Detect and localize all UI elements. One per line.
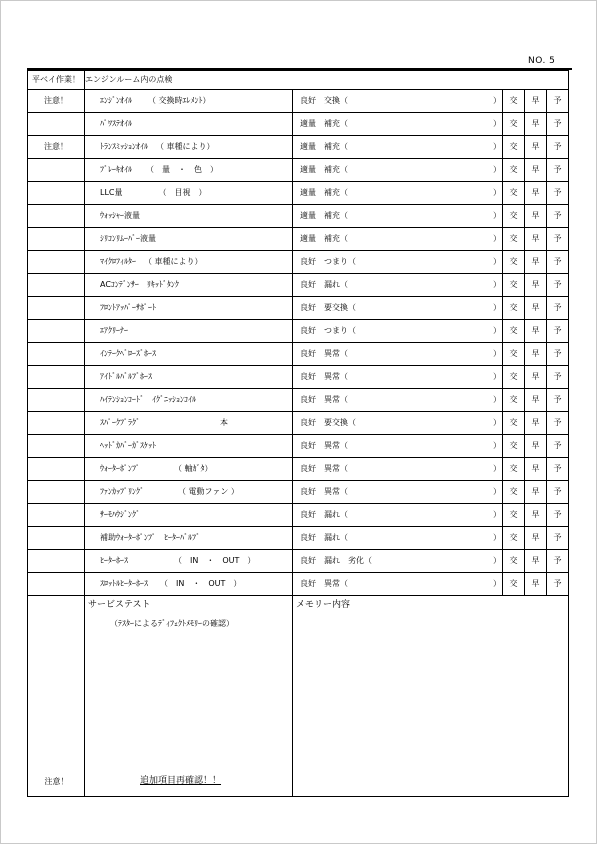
item-cell	[85, 573, 293, 596]
check-status: 良好 異常（	[300, 395, 348, 404]
table-row	[28, 366, 569, 389]
check-cell	[293, 343, 503, 366]
check-close: ）	[493, 372, 501, 381]
recheck-note: 追加項目再確認！！	[140, 776, 222, 786]
reserve-box[interactable]: 予	[547, 320, 569, 343]
exchange-box[interactable]: 交	[503, 251, 525, 274]
caution-note	[28, 435, 85, 458]
early-box[interactable]: 早	[525, 159, 547, 182]
caution-note	[28, 251, 85, 274]
item-name: ﾄﾗﾝｽﾐｯｼｮﾝｵｲﾙ	[100, 142, 148, 151]
table-row	[28, 182, 569, 205]
check-close: ）	[493, 510, 501, 519]
table-row	[28, 90, 569, 113]
check-cell	[293, 389, 503, 412]
item-cell	[85, 159, 293, 182]
caution-note	[28, 389, 85, 412]
item-name: ｼﾘｺﾝﾘﾑｰﾊﾞｰ液量	[100, 234, 156, 243]
check-cell	[293, 205, 503, 228]
exchange-box[interactable]: 交	[503, 159, 525, 182]
early-box[interactable]: 早	[525, 320, 547, 343]
table-row	[28, 504, 569, 527]
reserve-box[interactable]: 予	[547, 550, 569, 573]
item-spec: （ 電動ファン ）	[178, 487, 239, 496]
item-name: ｳｫｰﾀｰﾎﾟﾝﾌﾟ	[100, 464, 140, 473]
table-row	[28, 389, 569, 412]
check-status: 良好 漏れ（	[300, 533, 348, 542]
check-status: 良好 異常（	[300, 441, 348, 450]
reserve-box[interactable]: 予	[547, 527, 569, 550]
table-row	[28, 550, 569, 573]
check-status: 良好 漏れ（	[300, 280, 348, 289]
service-test-title: サービステスト	[88, 600, 151, 610]
check-close: ）	[493, 188, 501, 197]
item-name: ｳｫｯｼｬｰ液量	[100, 211, 140, 220]
exchange-box[interactable]: 交	[503, 113, 525, 136]
reserve-box[interactable]: 予	[547, 159, 569, 182]
caution-note	[28, 366, 85, 389]
exchange-box[interactable]: 交	[503, 343, 525, 366]
check-status: 良好 つまり（	[300, 257, 356, 266]
reserve-box[interactable]: 予	[547, 274, 569, 297]
early-box[interactable]: 早	[525, 228, 547, 251]
check-cell	[293, 412, 503, 435]
check-status: 適量 補充（	[300, 142, 348, 151]
reserve-box[interactable]: 予	[547, 481, 569, 504]
reserve-box[interactable]: 予	[547, 136, 569, 159]
early-box[interactable]: 早	[525, 573, 547, 596]
caution-note	[28, 274, 85, 297]
check-cell	[293, 251, 503, 274]
check-close: ）	[493, 96, 501, 105]
item-name: ACｺﾝﾃﾞﾝｻｰ ﾘｷｯﾄﾞﾀﾝｸ	[100, 280, 179, 289]
check-cell	[293, 159, 503, 182]
check-cell	[293, 297, 503, 320]
table-row	[28, 412, 569, 435]
early-box[interactable]: 早	[525, 504, 547, 527]
check-close: ）	[493, 441, 501, 450]
check-status: 良好 漏れ（	[300, 510, 348, 519]
table-row	[28, 228, 569, 251]
caution-note	[28, 550, 85, 573]
check-status: 良好 要交換（	[300, 418, 356, 427]
caution-note	[28, 228, 85, 251]
exchange-box[interactable]: 交	[503, 297, 525, 320]
item-cell	[85, 136, 293, 159]
exchange-box[interactable]: 交	[503, 573, 525, 596]
exchange-box[interactable]: 交	[503, 527, 525, 550]
check-cell	[293, 435, 503, 458]
reserve-box[interactable]: 予	[547, 182, 569, 205]
page-number: NO. 5	[528, 56, 556, 66]
early-box[interactable]: 早	[525, 458, 547, 481]
item-name: ｽﾊﾟｰｸﾌﾟﾗｸﾞ	[100, 418, 140, 427]
check-cell	[293, 182, 503, 205]
exchange-box[interactable]: 交	[503, 412, 525, 435]
table-row	[28, 113, 569, 136]
item-spec: （ 車種により）	[144, 257, 203, 266]
check-cell	[293, 481, 503, 504]
reserve-box[interactable]: 予	[547, 251, 569, 274]
check-close: ）	[493, 257, 501, 266]
early-box[interactable]: 早	[525, 297, 547, 320]
item-cell	[85, 435, 293, 458]
early-box[interactable]: 早	[525, 527, 547, 550]
service-test-cell	[85, 596, 293, 797]
reserve-box[interactable]: 予	[547, 113, 569, 136]
item-cell	[85, 182, 293, 205]
caution-note	[28, 504, 85, 527]
item-spec: 本	[220, 418, 228, 427]
item-name: ﾍｯﾄﾞｶﾊﾞｰｶﾞｽｹｯﾄ	[100, 441, 156, 450]
reserve-box[interactable]: 予	[547, 389, 569, 412]
item-spec: （ 交換時ｴﾚﾒﾝﾄ）	[148, 96, 211, 105]
check-status: 良好 異常（	[300, 464, 348, 473]
item-cell	[85, 205, 293, 228]
check-status: 適量 補充（	[300, 188, 348, 197]
check-cell	[293, 90, 503, 113]
item-cell	[85, 90, 293, 113]
table-row	[28, 573, 569, 596]
item-cell	[85, 550, 293, 573]
check-cell	[293, 573, 503, 596]
item-spec: （ 車種により）	[156, 142, 215, 151]
caution-note	[28, 412, 85, 435]
item-name: ﾌﾞﾚｰｷｵｲﾙ	[100, 165, 132, 174]
check-close: ）	[493, 119, 501, 128]
item-name: ﾋｰﾀｰﾎｰｽ	[100, 556, 128, 565]
check-close: ）	[493, 418, 501, 427]
check-status: 良好 異常（	[300, 372, 348, 381]
check-close: ）	[493, 142, 501, 151]
check-close: ）	[493, 579, 501, 588]
reserve-box[interactable]: 予	[547, 412, 569, 435]
exchange-box[interactable]: 交	[503, 228, 525, 251]
item-cell	[85, 320, 293, 343]
check-close: ）	[493, 165, 501, 174]
item-name: ｴﾝｼﾞﾝｵｲﾙ	[100, 96, 132, 105]
table-row	[28, 205, 569, 228]
table-row	[28, 481, 569, 504]
item-cell	[85, 228, 293, 251]
service-test-subtitle: （ﾃｽﾀｰによるﾃﾞｨﾌｪｸﾄﾒﾓﾘｰの確認）	[110, 619, 234, 628]
caution-note	[28, 159, 85, 182]
memory-cell	[293, 596, 569, 797]
work-label: 平ベイ作業！	[28, 71, 85, 90]
check-close: ）	[493, 533, 501, 542]
exchange-box[interactable]: 交	[503, 481, 525, 504]
early-box[interactable]: 早	[525, 113, 547, 136]
item-name: ﾌｧﾝｶｯﾌﾟﾘﾝｸﾞ	[100, 487, 144, 496]
check-close: ）	[493, 326, 501, 335]
early-box[interactable]: 早	[525, 435, 547, 458]
exchange-box[interactable]: 交	[503, 458, 525, 481]
check-status: 良好 漏れ 劣化（	[300, 556, 372, 565]
reserve-box[interactable]: 予	[547, 435, 569, 458]
check-close: ）	[493, 487, 501, 496]
check-cell	[293, 504, 503, 527]
check-status: 良好 交換（	[300, 96, 348, 105]
exchange-box[interactable]: 交	[503, 366, 525, 389]
check-status: 良好 つまり（	[300, 326, 356, 335]
item-name: 補助ｳｫｰﾀｰﾎﾟﾝﾌﾟ ﾋｰﾀｰﾊﾞﾙﾌﾞ	[100, 533, 200, 542]
section-title: エンジンルーム内の点検	[85, 71, 569, 90]
exchange-box[interactable]: 交	[503, 550, 525, 573]
item-name: ﾊﾟﾜｽﾃｵｲﾙ	[100, 119, 132, 128]
item-spec: （ 量 ・ 色 ）	[146, 165, 218, 174]
reserve-box[interactable]: 予	[547, 573, 569, 596]
item-cell	[85, 297, 293, 320]
item-name: ｽﾛｯﾄﾙﾋｰﾀｰﾎｰｽ	[100, 579, 148, 588]
early-box[interactable]: 早	[525, 90, 547, 113]
caution-note	[28, 320, 85, 343]
item-name: ﾏｲｸﾛﾌｨﾙﾀｰ	[100, 257, 136, 266]
table-row	[28, 251, 569, 274]
check-cell	[293, 458, 503, 481]
check-close: ）	[493, 556, 501, 565]
check-status: 良好 異常（	[300, 487, 348, 496]
caution-note: 注意！	[28, 136, 85, 159]
item-cell	[85, 527, 293, 550]
exchange-box[interactable]: 交	[503, 136, 525, 159]
item-cell	[85, 458, 293, 481]
check-close: ）	[493, 234, 501, 243]
early-box[interactable]: 早	[525, 136, 547, 159]
item-spec: （ 目視 ）	[158, 188, 207, 197]
early-box[interactable]: 早	[525, 251, 547, 274]
caution-note	[28, 297, 85, 320]
item-name: ｲﾝﾃｰｸﾍﾞﾛｰｽﾞﾎｰｽ	[100, 349, 156, 358]
reserve-box[interactable]: 予	[547, 458, 569, 481]
header-row	[28, 71, 569, 90]
early-box[interactable]: 早	[525, 389, 547, 412]
reserve-box[interactable]: 予	[547, 90, 569, 113]
exchange-box[interactable]: 交	[503, 90, 525, 113]
item-spec: （ IN ・ OUT ）	[160, 579, 242, 588]
caution-note	[28, 113, 85, 136]
exchange-box[interactable]: 交	[503, 435, 525, 458]
check-cell	[293, 136, 503, 159]
check-close: ）	[493, 349, 501, 358]
item-cell	[85, 251, 293, 274]
reserve-box[interactable]: 予	[547, 228, 569, 251]
item-cell	[85, 366, 293, 389]
memory-title: メモリー内容	[296, 600, 351, 610]
item-name: ｴｱｸﾘｰﾅｰ	[100, 326, 128, 335]
caution-note	[28, 182, 85, 205]
item-cell	[85, 113, 293, 136]
table-row	[28, 297, 569, 320]
early-box[interactable]: 早	[525, 412, 547, 435]
table-row	[28, 320, 569, 343]
item-spec: （ IN ・ OUT ）	[174, 556, 256, 565]
check-status: 適量 補充（	[300, 119, 348, 128]
item-name: ﾌﾛﾝﾄｱｯﾊﾟｰｻﾎﾟｰﾄ	[100, 303, 156, 312]
item-name: LLC量	[100, 188, 123, 197]
footer-row	[28, 596, 569, 797]
table-row	[28, 136, 569, 159]
caution-note	[28, 573, 85, 596]
caution-note: 注意！	[28, 90, 85, 113]
item-name: ｱｲﾄﾞﾙﾊﾞﾙﾌﾞﾎｰｽ	[100, 372, 152, 381]
early-box[interactable]: 早	[525, 550, 547, 573]
check-cell	[293, 366, 503, 389]
check-close: ）	[493, 280, 501, 289]
early-box[interactable]: 早	[525, 366, 547, 389]
table-row	[28, 274, 569, 297]
check-status: 良好 異常（	[300, 579, 348, 588]
exchange-box[interactable]: 交	[503, 320, 525, 343]
early-box[interactable]: 早	[525, 274, 547, 297]
check-status: 良好 要交換（	[300, 303, 356, 312]
footer-note: 注意！	[44, 777, 69, 786]
reserve-box[interactable]: 予	[547, 205, 569, 228]
check-cell	[293, 320, 503, 343]
early-box[interactable]: 早	[525, 205, 547, 228]
caution-note	[28, 343, 85, 366]
inspection-table	[27, 70, 569, 797]
item-cell	[85, 343, 293, 366]
check-status: 適量 補充（	[300, 211, 348, 220]
check-close: ）	[493, 303, 501, 312]
item-cell	[85, 481, 293, 504]
caution-note	[28, 458, 85, 481]
exchange-box[interactable]: 交	[503, 504, 525, 527]
table-row	[28, 527, 569, 550]
table-row	[28, 343, 569, 366]
caution-note	[28, 527, 85, 550]
check-cell	[293, 228, 503, 251]
check-cell	[293, 113, 503, 136]
item-cell	[85, 504, 293, 527]
check-cell	[293, 527, 503, 550]
exchange-box[interactable]: 交	[503, 182, 525, 205]
exchange-box[interactable]: 交	[503, 274, 525, 297]
check-status: 適量 補充（	[300, 165, 348, 174]
check-close: ）	[493, 464, 501, 473]
table-row	[28, 435, 569, 458]
reserve-box[interactable]: 予	[547, 343, 569, 366]
early-box[interactable]: 早	[525, 182, 547, 205]
check-cell	[293, 274, 503, 297]
item-cell	[85, 274, 293, 297]
early-box[interactable]: 早	[525, 481, 547, 504]
item-cell	[85, 389, 293, 412]
caution-note	[28, 205, 85, 228]
check-status: 良好 異常（	[300, 349, 348, 358]
table-row	[28, 458, 569, 481]
table-row	[28, 159, 569, 182]
check-cell	[293, 550, 503, 573]
item-name: ﾊｲﾃﾝｼｮﾝｺｰﾄﾞ ｲｸﾞﾆｯｼｮﾝｺｲﾙ	[100, 395, 196, 404]
reserve-box[interactable]: 予	[547, 366, 569, 389]
check-status: 適量 補充（	[300, 234, 348, 243]
caution-note	[28, 481, 85, 504]
reserve-box[interactable]: 予	[547, 504, 569, 527]
item-spec: （ 軸ｶﾞﾀ）	[174, 464, 213, 473]
check-close: ）	[493, 211, 501, 220]
footer-note-cell	[28, 596, 85, 797]
reserve-box[interactable]: 予	[547, 297, 569, 320]
early-box[interactable]: 早	[525, 343, 547, 366]
check-close: ）	[493, 395, 501, 404]
item-cell	[85, 412, 293, 435]
item-name: ｻｰﾓﾊｳｼﾞﾝｸﾞ	[100, 510, 140, 519]
exchange-box[interactable]: 交	[503, 205, 525, 228]
exchange-box[interactable]: 交	[503, 389, 525, 412]
